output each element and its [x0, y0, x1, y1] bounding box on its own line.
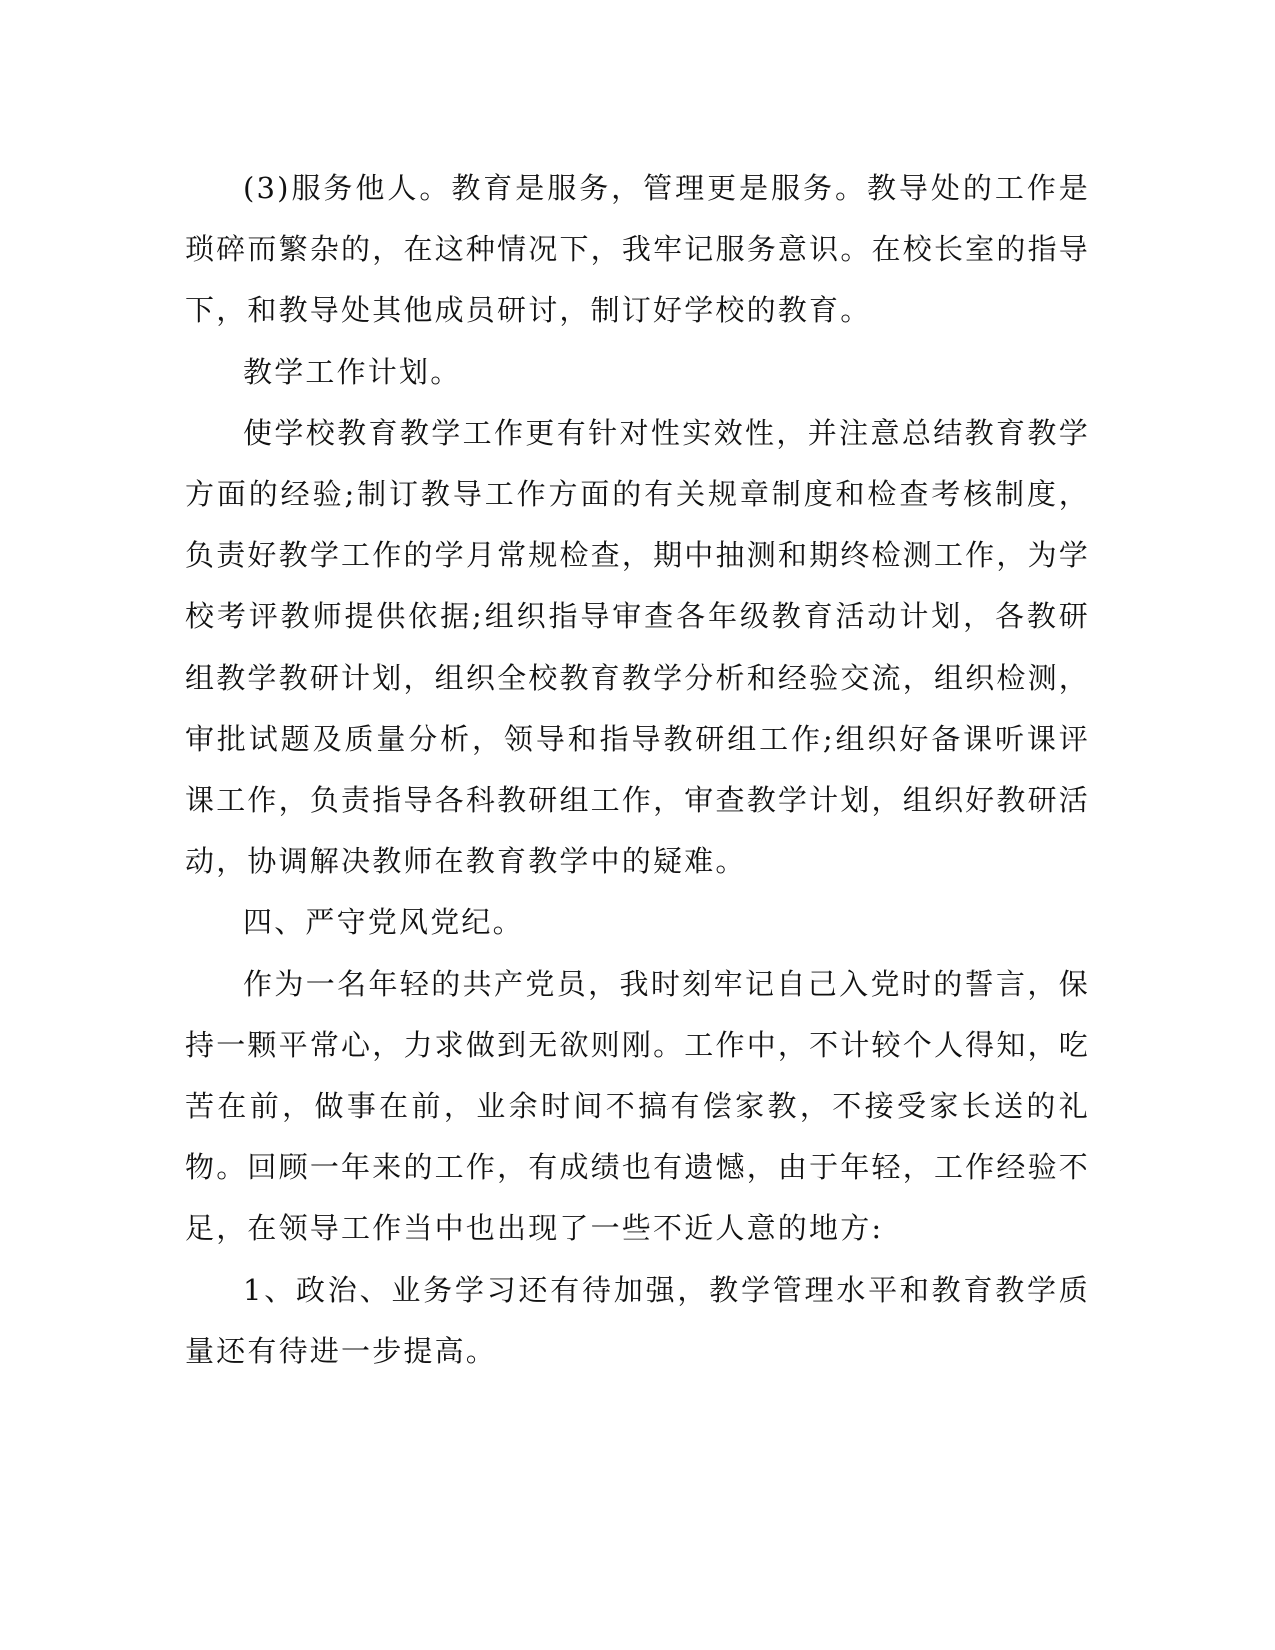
paragraph-service: (3)服务他人。教育是服务，管理更是服务。教导处的工作是琐碎而繁杂的，在这种情况下，我牢记服务意识。在校长室的指导下，和教导处其他成员研讨，制订好学校的教育。	[185, 171, 1090, 328]
paragraph-teaching-work: 使学校教育教学工作更有针对性实效性，并注意总结教育教学方面的经验;制订教导工作方面的有关规章制度和检查考核制度，负责好教学工作的学月常规检查，期中抽测和期终检测工作，为学校考评教师提供依据;组织指导审查各年级教育活动计划，各教研组教学教研计划，组织全校教育教学分析和经验交流，组织检测，审批试题及质量分析，领导和指导教研组工作;组织好备课听课评课工作，负责指导各科教研组工作，审查教学计划，组织好教研活动，协调解决教师在教育教学中的疑难。	[185, 415, 1090, 879]
section-heading-party-discipline: 四、严守党风党纪。	[243, 905, 524, 940]
paragraph-teaching-plan: 教学工作计划。	[243, 354, 462, 389]
document-body	[185, 158, 1090, 1382]
paragraph-party-member: 作为一名年轻的共产党员，我时刻牢记自己入党时的誓言，保持一颗平常心，力求做到无欲则刚。工作中，不计较个人得知，吃苦在前，做事在前，业余时间不搞有偿家教，不接受家长送的礼物。回顾一年来的工作，有成绩也有遗憾，由于年轻，工作经验不足，在领导工作当中也出现了一些不近人意的地方:	[185, 966, 1090, 1246]
list-item-1: 1、政治、业务学习还有待加强，教学管理水平和教育教学质量还有待进一步提高。	[185, 1272, 1090, 1368]
